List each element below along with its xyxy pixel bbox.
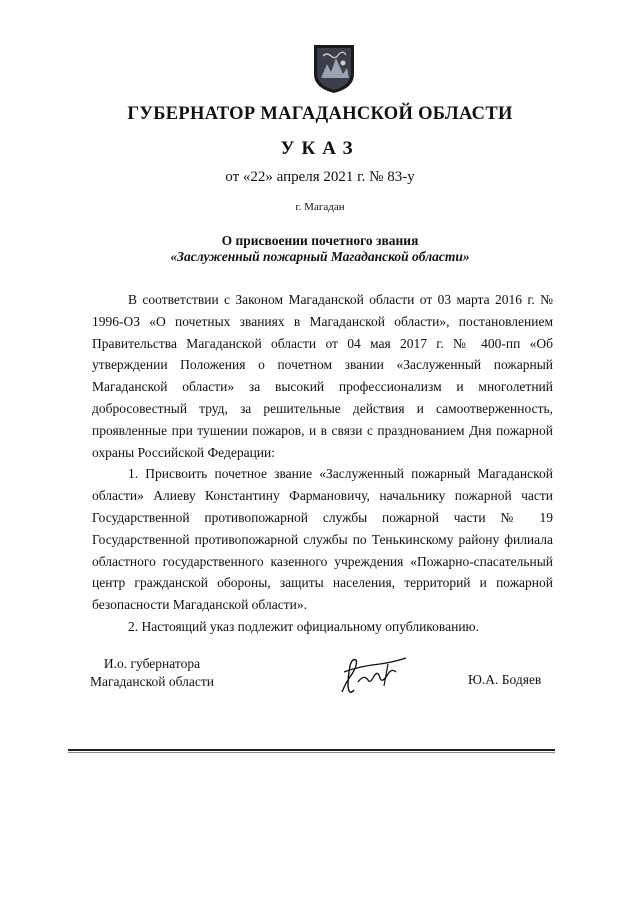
signatory-position [90, 655, 214, 691]
document-authority: ГУБЕРНАТОР МАГАДАНСКОЙ ОБЛАСТИ [127, 104, 513, 124]
document-city: г. Магадан [295, 201, 345, 213]
coat-of-arms-icon [313, 44, 355, 94]
signatory-name: Ю.А. Бодяев [468, 672, 542, 687]
position-line-1: И.о. губернатора [103, 656, 201, 671]
subject-line-2: «Заслуженный пожарный Магаданской области» [170, 249, 470, 264]
position-line-2: Магаданской области [90, 674, 214, 689]
subject-line-1: О присвоении почетного звания [221, 233, 419, 248]
preamble-paragraph: В соответствии с Законом Магаданской области от 03 марта 2016 г. № 1996-ОЗ «О почетных званиях в Магаданской области», постановлением Правительства Магаданской области от 04 мая 2017 г. № 400-пп «Об утверждении Положения о почетном звании «Заслуженный пожарный Магаданской области» за высокий профессионализм и многолетний добросовестный труд, за решительные действия и самоотверженность, проявленные при тушении пожаров, и в связи с празднованием Дня пожарной охраны Российской Федерации: [92, 292, 553, 460]
item-2-paragraph: 2. Настоящий указ подлежит официальному опубликованию. [128, 618, 480, 634]
item-1-paragraph: 1. Присвоить почетное звание «Заслуженный пожарный Магаданской области» Алиеву Константину Фармановичу, начальнику пожарной части Государственной противопожарной службы пожарной части № 19 Государственной противопожарной службы по Тенькинскому району филиала областного государственного казенного учреждения «Пожарно-спасательный центр гражданской обороны, защиты населения, территорий и пожарной безопасности Магаданской области». [92, 466, 553, 613]
document-subject [0, 233, 640, 265]
footer-divider-shadow [68, 752, 555, 753]
document-type: УКАЗ [280, 138, 360, 159]
footer-divider [68, 749, 555, 751]
document-date-number: от «22» апреля 2021 г. № 83-у [225, 169, 415, 185]
document-body [92, 289, 553, 638]
handwritten-signature [336, 652, 416, 700]
